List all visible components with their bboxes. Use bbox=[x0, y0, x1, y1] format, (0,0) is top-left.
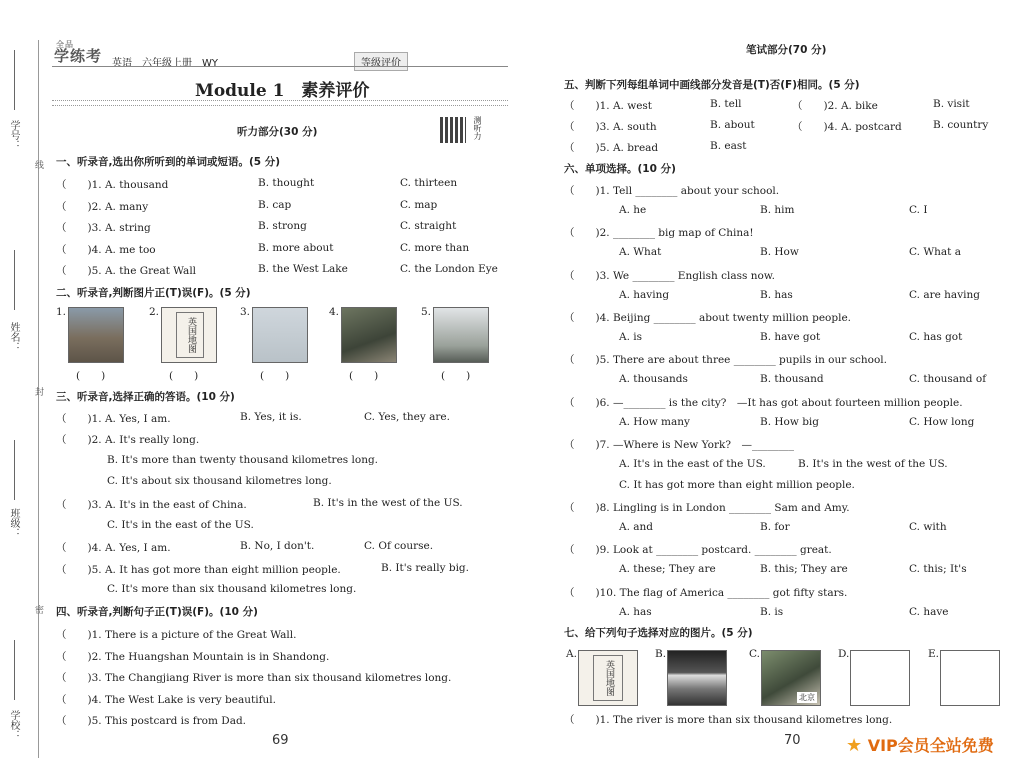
s2-pic-number: 2. bbox=[149, 306, 160, 318]
name-label: 姓名： bbox=[8, 322, 19, 352]
s5-item: （ )5. A. bread bbox=[564, 142, 659, 154]
s2-answer-paren: ( ) bbox=[441, 370, 471, 382]
s6-option-a: A. thousands bbox=[619, 373, 688, 386]
s6-option-c: C. thousand of bbox=[909, 373, 987, 386]
s6-question: （ )1. Tell ________ about your school. bbox=[564, 185, 780, 197]
s3-q4-b: B. No, I don't. bbox=[240, 540, 315, 552]
qr-code-icon[interactable] bbox=[440, 117, 466, 143]
s6-option-a: A. has bbox=[619, 605, 652, 618]
s5-item: （ )1. A. west bbox=[564, 100, 653, 112]
s6-question: （ )5. There are about three ________ pupils in our school. bbox=[564, 354, 887, 367]
s6-option-b: B. is bbox=[760, 605, 784, 618]
s6-option-b: B. has bbox=[760, 288, 793, 301]
s7-picture bbox=[850, 650, 910, 706]
s3-q2-b: B. It's more than twenty thousand kilometres long. bbox=[107, 454, 379, 466]
s2-picture bbox=[161, 307, 217, 363]
s3-q5: （ )5. A. It has got more than eight million people. bbox=[56, 564, 341, 576]
s2-pic-number: 5. bbox=[421, 306, 432, 318]
section-4-title: 四、听录音,判断句子正(T)误(F)。(10 分) bbox=[56, 606, 258, 618]
s5-option-b: B. tell bbox=[710, 98, 742, 110]
s2-answer-paren: ( ) bbox=[260, 370, 290, 382]
s6-option-a: A. having bbox=[619, 288, 670, 301]
right-page bbox=[512, 0, 1024, 768]
s6-option-a: A. he bbox=[619, 204, 647, 216]
s1-option-c: C. thirteen bbox=[400, 177, 458, 189]
s6-option-a: A. It's in the east of the US. bbox=[619, 457, 766, 470]
s3-q3: （ )3. A. It's in the east of China. bbox=[56, 499, 247, 511]
s1-item: （ )4. A. me too bbox=[56, 243, 156, 256]
s7-picture bbox=[940, 650, 1000, 706]
s6-option-c: C. I bbox=[909, 204, 928, 216]
secret-mark: 密 bbox=[33, 605, 43, 614]
s6-question: （ )2. ________ big map of China! bbox=[564, 227, 754, 240]
s6-option-a: A. is bbox=[619, 330, 643, 343]
s6-question: （ )3. We ________ English class now. bbox=[564, 269, 775, 282]
s3-q2: （ )2. A. It's really long. bbox=[56, 434, 200, 446]
s3-q1-b: B. Yes, it is. bbox=[240, 411, 302, 423]
school-label: 学校： bbox=[8, 710, 19, 740]
s5-option-b: B. visit bbox=[933, 98, 970, 110]
section-2-title: 二、听录音,判断图片正(T)误(F)。(5 分) bbox=[56, 287, 251, 299]
s7-picture bbox=[578, 650, 638, 706]
s5-option-b: B. about bbox=[710, 119, 755, 131]
s4-item: （ )4. The West Lake is very beautiful. bbox=[56, 693, 276, 706]
beijing-caption: 北京 bbox=[799, 693, 815, 702]
s3-q1: （ )1. A. Yes, I am. bbox=[56, 413, 171, 425]
section-6-title: 六、单项选择。(10 分) bbox=[564, 163, 676, 175]
section-1-title: 一、听录音,选出你所听到的单词或短语。(5 分) bbox=[56, 156, 281, 168]
s1-option-c: C. more than bbox=[400, 241, 470, 254]
s1-option-b: B. cap bbox=[258, 198, 292, 211]
s5-option-b: B. country bbox=[933, 119, 989, 131]
s1-option-b: B. thought bbox=[258, 177, 315, 189]
s1-option-b: B. more about bbox=[258, 241, 334, 254]
s1-item: （ )1. A. thousand bbox=[56, 179, 169, 191]
s2-picture bbox=[252, 307, 308, 363]
s3-q3-b: B. It's in the west of the US. bbox=[313, 497, 463, 509]
s6-option-a: A. What bbox=[619, 246, 662, 259]
s2-answer-paren: ( ) bbox=[76, 370, 106, 382]
s6-option-a: A. these; They are bbox=[619, 563, 716, 576]
s6-option-c: C. has got bbox=[909, 330, 963, 343]
s6-option-b: B. have got bbox=[760, 330, 821, 343]
class-label: 班级： bbox=[8, 508, 19, 538]
s6-option-c: C. have bbox=[909, 605, 949, 618]
s7-pic-label: B. bbox=[655, 648, 667, 660]
grade-badge: 等级评价 bbox=[354, 52, 408, 71]
vip-banner[interactable]: ★ VIP会员全站免费 bbox=[846, 735, 994, 756]
s7-pic-label: D. bbox=[838, 648, 850, 660]
star-icon: ★ bbox=[846, 735, 863, 756]
binding-line bbox=[38, 40, 39, 758]
student-number-blank bbox=[14, 50, 15, 110]
seal-mark: 封 bbox=[33, 387, 43, 396]
s6-question: （ )8. Lingling is in London ________ Sam and Amy. bbox=[564, 502, 850, 515]
s7-q1: （ )1. The river is more than six thousand kilometres long. bbox=[564, 714, 893, 726]
s6-option-b: B. this; They are bbox=[760, 563, 848, 576]
s4-item: （ )2. The Huangshan Mountain is in Shandong. bbox=[56, 650, 330, 663]
s5-item: （ )3. A. south bbox=[564, 121, 657, 133]
section-3-title: 三、听录音,选择正确的答语。(10 分) bbox=[56, 391, 235, 403]
s1-option-c: C. map bbox=[400, 198, 438, 211]
s2-pic-number: 3. bbox=[240, 306, 251, 318]
s6-option-b: B. How bbox=[760, 246, 799, 259]
s5-option-b: B. east bbox=[710, 140, 747, 152]
map-caption: 英国地图 bbox=[593, 655, 623, 701]
student-number-label: 学号： bbox=[8, 120, 19, 150]
qr-caption: 测听力 bbox=[473, 116, 482, 140]
s1-item: （ )2. A. many bbox=[56, 200, 149, 213]
line-mark: 线 bbox=[33, 160, 43, 169]
s7-picture bbox=[761, 650, 821, 706]
s3-q5-c: C. It's more than six thousand kilometres long. bbox=[107, 583, 357, 595]
s6-option-c: C. How long bbox=[909, 415, 975, 428]
s1-option-b: B. strong bbox=[258, 220, 307, 232]
s1-item: （ )5. A. the Great Wall bbox=[56, 265, 197, 277]
page-number-left: 69 bbox=[272, 733, 289, 748]
s7-pic-label: C. bbox=[749, 648, 760, 660]
s3-q2-c: C. It's about six thousand kilometres long. bbox=[107, 475, 332, 487]
s3-q3-c: C. It's in the east of the US. bbox=[107, 519, 254, 531]
s7-pic-label: E. bbox=[928, 648, 940, 660]
s7-picture bbox=[667, 650, 727, 706]
s5-item: （ )4. A. postcard bbox=[792, 121, 902, 133]
s3-q5-b: B. It's really big. bbox=[381, 562, 469, 574]
s7-pic-label: A. bbox=[566, 648, 577, 660]
s6-question: （ )10. The flag of America ________ got fifty stars. bbox=[564, 586, 848, 599]
s6-question: （ )7. —Where is New York? —________ bbox=[564, 438, 794, 451]
s6-option-b: B. It's in the west of the US. bbox=[798, 457, 948, 470]
s3-q4: （ )4. A. Yes, I am. bbox=[56, 542, 171, 554]
s2-pic-number: 4. bbox=[329, 306, 340, 318]
s4-item: （ )3. The Changjiang River is more than six thousand kilometres long. bbox=[56, 672, 452, 684]
title-rule bbox=[52, 100, 508, 106]
s1-option-c: C. straight bbox=[400, 220, 457, 232]
s6-option-b: B. thousand bbox=[760, 373, 824, 386]
s6-question: （ )9. Look at ________ postcard. ________ great. bbox=[564, 544, 832, 557]
s4-item: （ )5. This postcard is from Dad. bbox=[56, 715, 247, 727]
written-title: 笔试部分(70 分) bbox=[746, 44, 827, 56]
class-blank bbox=[14, 440, 15, 500]
s2-pic-number: 1. bbox=[56, 306, 67, 318]
s6-question: （ )6. —________ is the city? —It has got about fourteen million people. bbox=[564, 396, 963, 409]
school-blank bbox=[14, 640, 15, 700]
s1-item: （ )3. A. string bbox=[56, 222, 151, 234]
s3-q1-c: C. Yes, they are. bbox=[364, 411, 450, 423]
section-7-title: 七、给下列句子选择对应的图片。(5 分) bbox=[564, 627, 753, 639]
s6-option-c: C. It has got more than eight million people. bbox=[619, 478, 855, 491]
s1-option-c: C. the London Eye bbox=[400, 263, 498, 275]
s6-option-c: C. with bbox=[909, 521, 947, 534]
page-number-right: 70 bbox=[784, 733, 801, 748]
header-rule bbox=[52, 66, 508, 67]
s4-item: （ )1. There is a picture of the Great Wall. bbox=[56, 629, 297, 641]
s6-question: （ )4. Beijing ________ about twenty million people. bbox=[564, 311, 852, 324]
section-5-title: 五、判断下列每组单词中画线部分发音是(T)否(F)相同。(5 分) bbox=[564, 79, 860, 91]
s6-option-a: A. How many bbox=[619, 415, 690, 428]
s2-picture bbox=[433, 307, 489, 363]
s6-option-c: C. this; It's bbox=[909, 563, 967, 576]
s1-option-b: B. the West Lake bbox=[258, 263, 348, 275]
s2-picture bbox=[341, 307, 397, 363]
page-title: Module 1 素养评价 bbox=[195, 81, 370, 101]
s6-option-b: B. him bbox=[760, 204, 795, 216]
map-caption: 英国地图 bbox=[176, 312, 204, 358]
s6-option-a: A. and bbox=[619, 521, 654, 534]
s6-option-c: C. are having bbox=[909, 288, 980, 301]
s6-option-b: B. for bbox=[760, 521, 790, 534]
brand-logo: 全品 学练考 bbox=[54, 40, 103, 65]
s2-picture bbox=[68, 307, 124, 363]
s3-q4-c: C. Of course. bbox=[364, 540, 434, 552]
s2-answer-paren: ( ) bbox=[169, 370, 199, 382]
listening-title: 听力部分(30 分) bbox=[237, 126, 318, 138]
s5-item: （ )2. A. bike bbox=[792, 100, 878, 112]
s6-option-c: C. What a bbox=[909, 246, 961, 259]
s6-option-b: B. How big bbox=[760, 415, 819, 428]
name-blank bbox=[14, 250, 15, 310]
s2-answer-paren: ( ) bbox=[349, 370, 379, 382]
header-subject: 英语 六年级上册 WY bbox=[112, 58, 218, 69]
